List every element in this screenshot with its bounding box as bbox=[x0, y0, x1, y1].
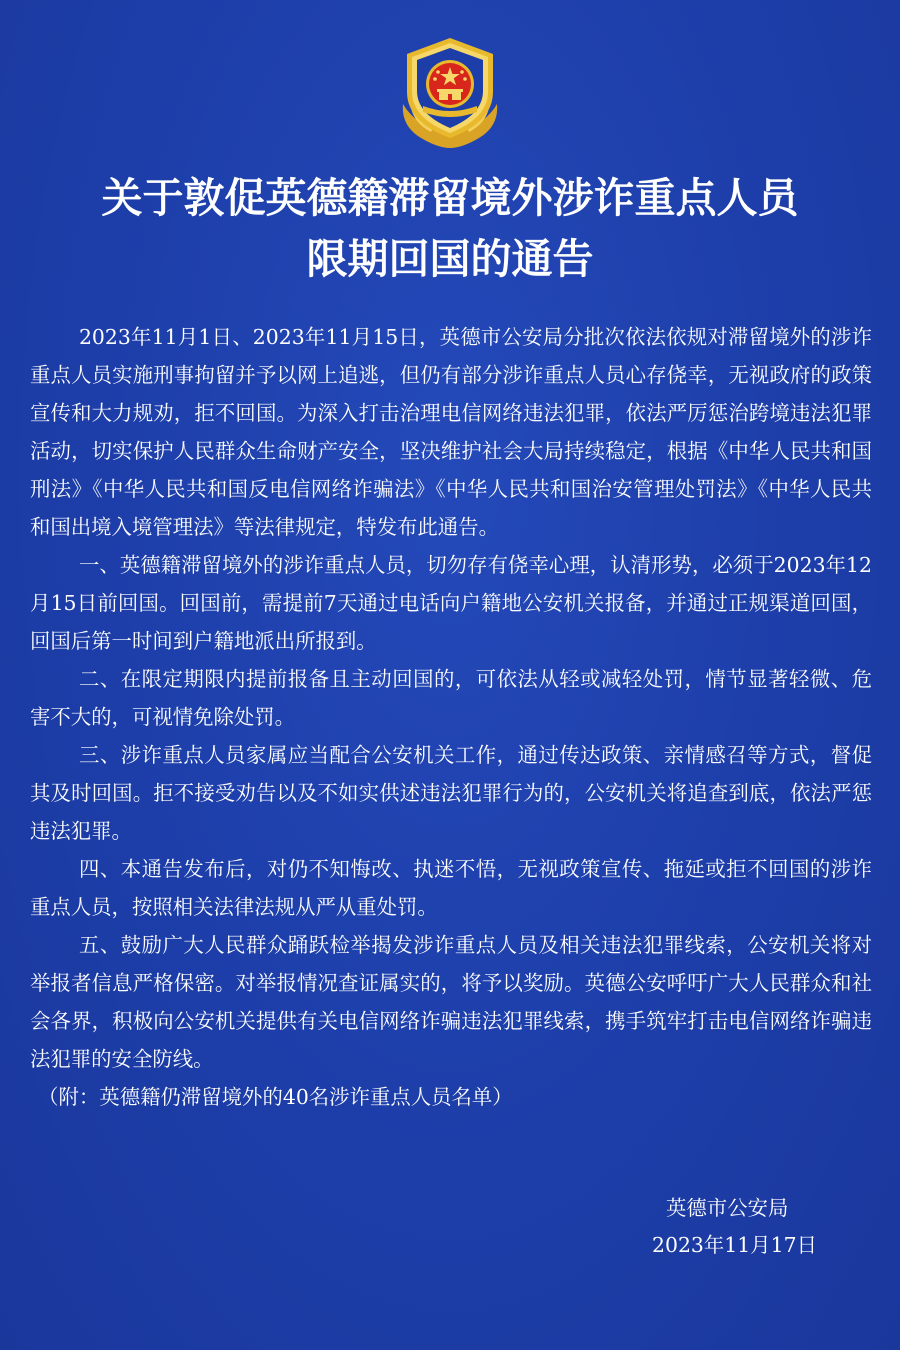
signature-date: 2023年11月17日 bbox=[652, 1233, 817, 1257]
paragraph-item-1: 一、英德籍滞留境外的涉诈重点人员，切勿存有侥幸心理，认清形势，必须于2023年12月15日前回国。回国前，需提前7天通过电话向户籍地公安机关报备，并通过正规渠道回国，回国后第一时间到户籍地派出所报到。 bbox=[30, 553, 872, 653]
paragraph-item-2: 二、在限定期限内提前报备且主动回国的，可依法从轻或减轻处罚，情节显著轻微、危害不大的，可视情免除处罚。 bbox=[30, 667, 872, 729]
attachment-note: （附：英德籍仍滞留境外的40名涉诈重点人员名单） bbox=[38, 1085, 513, 1109]
notice-title-line-2: 限期回国的通告 bbox=[306, 235, 594, 283]
paragraph-item-5: 五、鼓励广大人民群众踊跃检举揭发涉诈重点人员及相关违法犯罪线索，公安机关将对举报者信息严格保密。对举报情况查证属实的，将予以奖励。英德公安呼吁广大人民群众和社会各界，积极向公安机关提供有关电信网络诈骗违法犯罪线索，携手筑牢打击电信网络诈骗违法犯罪的安全防线。 bbox=[30, 933, 872, 1071]
notice-body bbox=[30, 318, 872, 1116]
paragraph-item-3: 三、涉诈重点人员家属应当配合公安机关工作，通过传达政策、亲情感召等方式，督促其及时回国。拒不接受劝告以及不如实供述违法犯罪行为的，公安机关将追查到底，依法严惩违法犯罪。 bbox=[30, 743, 872, 843]
paragraph-item-4: 四、本通告发布后，对仍不知悔改、执迷不悟，无视政策宣传、拖延或拒不回国的涉诈重点人员，按照相关法律法规从严从重处罚。 bbox=[30, 857, 872, 919]
signature-organization: 英德市公安局 bbox=[666, 1196, 789, 1220]
paragraph-intro: 2023年11月1日、2023年11月15日，英德市公安局分批次依法依规对滞留境外的涉诈重点人员实施刑事拘留并予以网上追逃，但仍有部分涉诈重点人员心存侥幸，无视政府的政策宣传和大力规劝，拒不回国。为深入打击治理电信网络违法犯罪，依法严厉惩治跨境违法犯罪活动，切实保护人民群众生命财产安全，坚决维护社会大局持续稳定，根据《中华人民共和国刑法》《中华人民共和国反电信网络诈骗法》《中华人民共和国治安管理处罚法》《中华人民共和国出境入境管理法》等法律规定，特发布此通告。 bbox=[30, 325, 872, 539]
police-emblem-icon bbox=[393, 34, 507, 150]
notice-title-line-1: 关于敦促英德籍滞留境外涉诈重点人员 bbox=[101, 174, 799, 222]
